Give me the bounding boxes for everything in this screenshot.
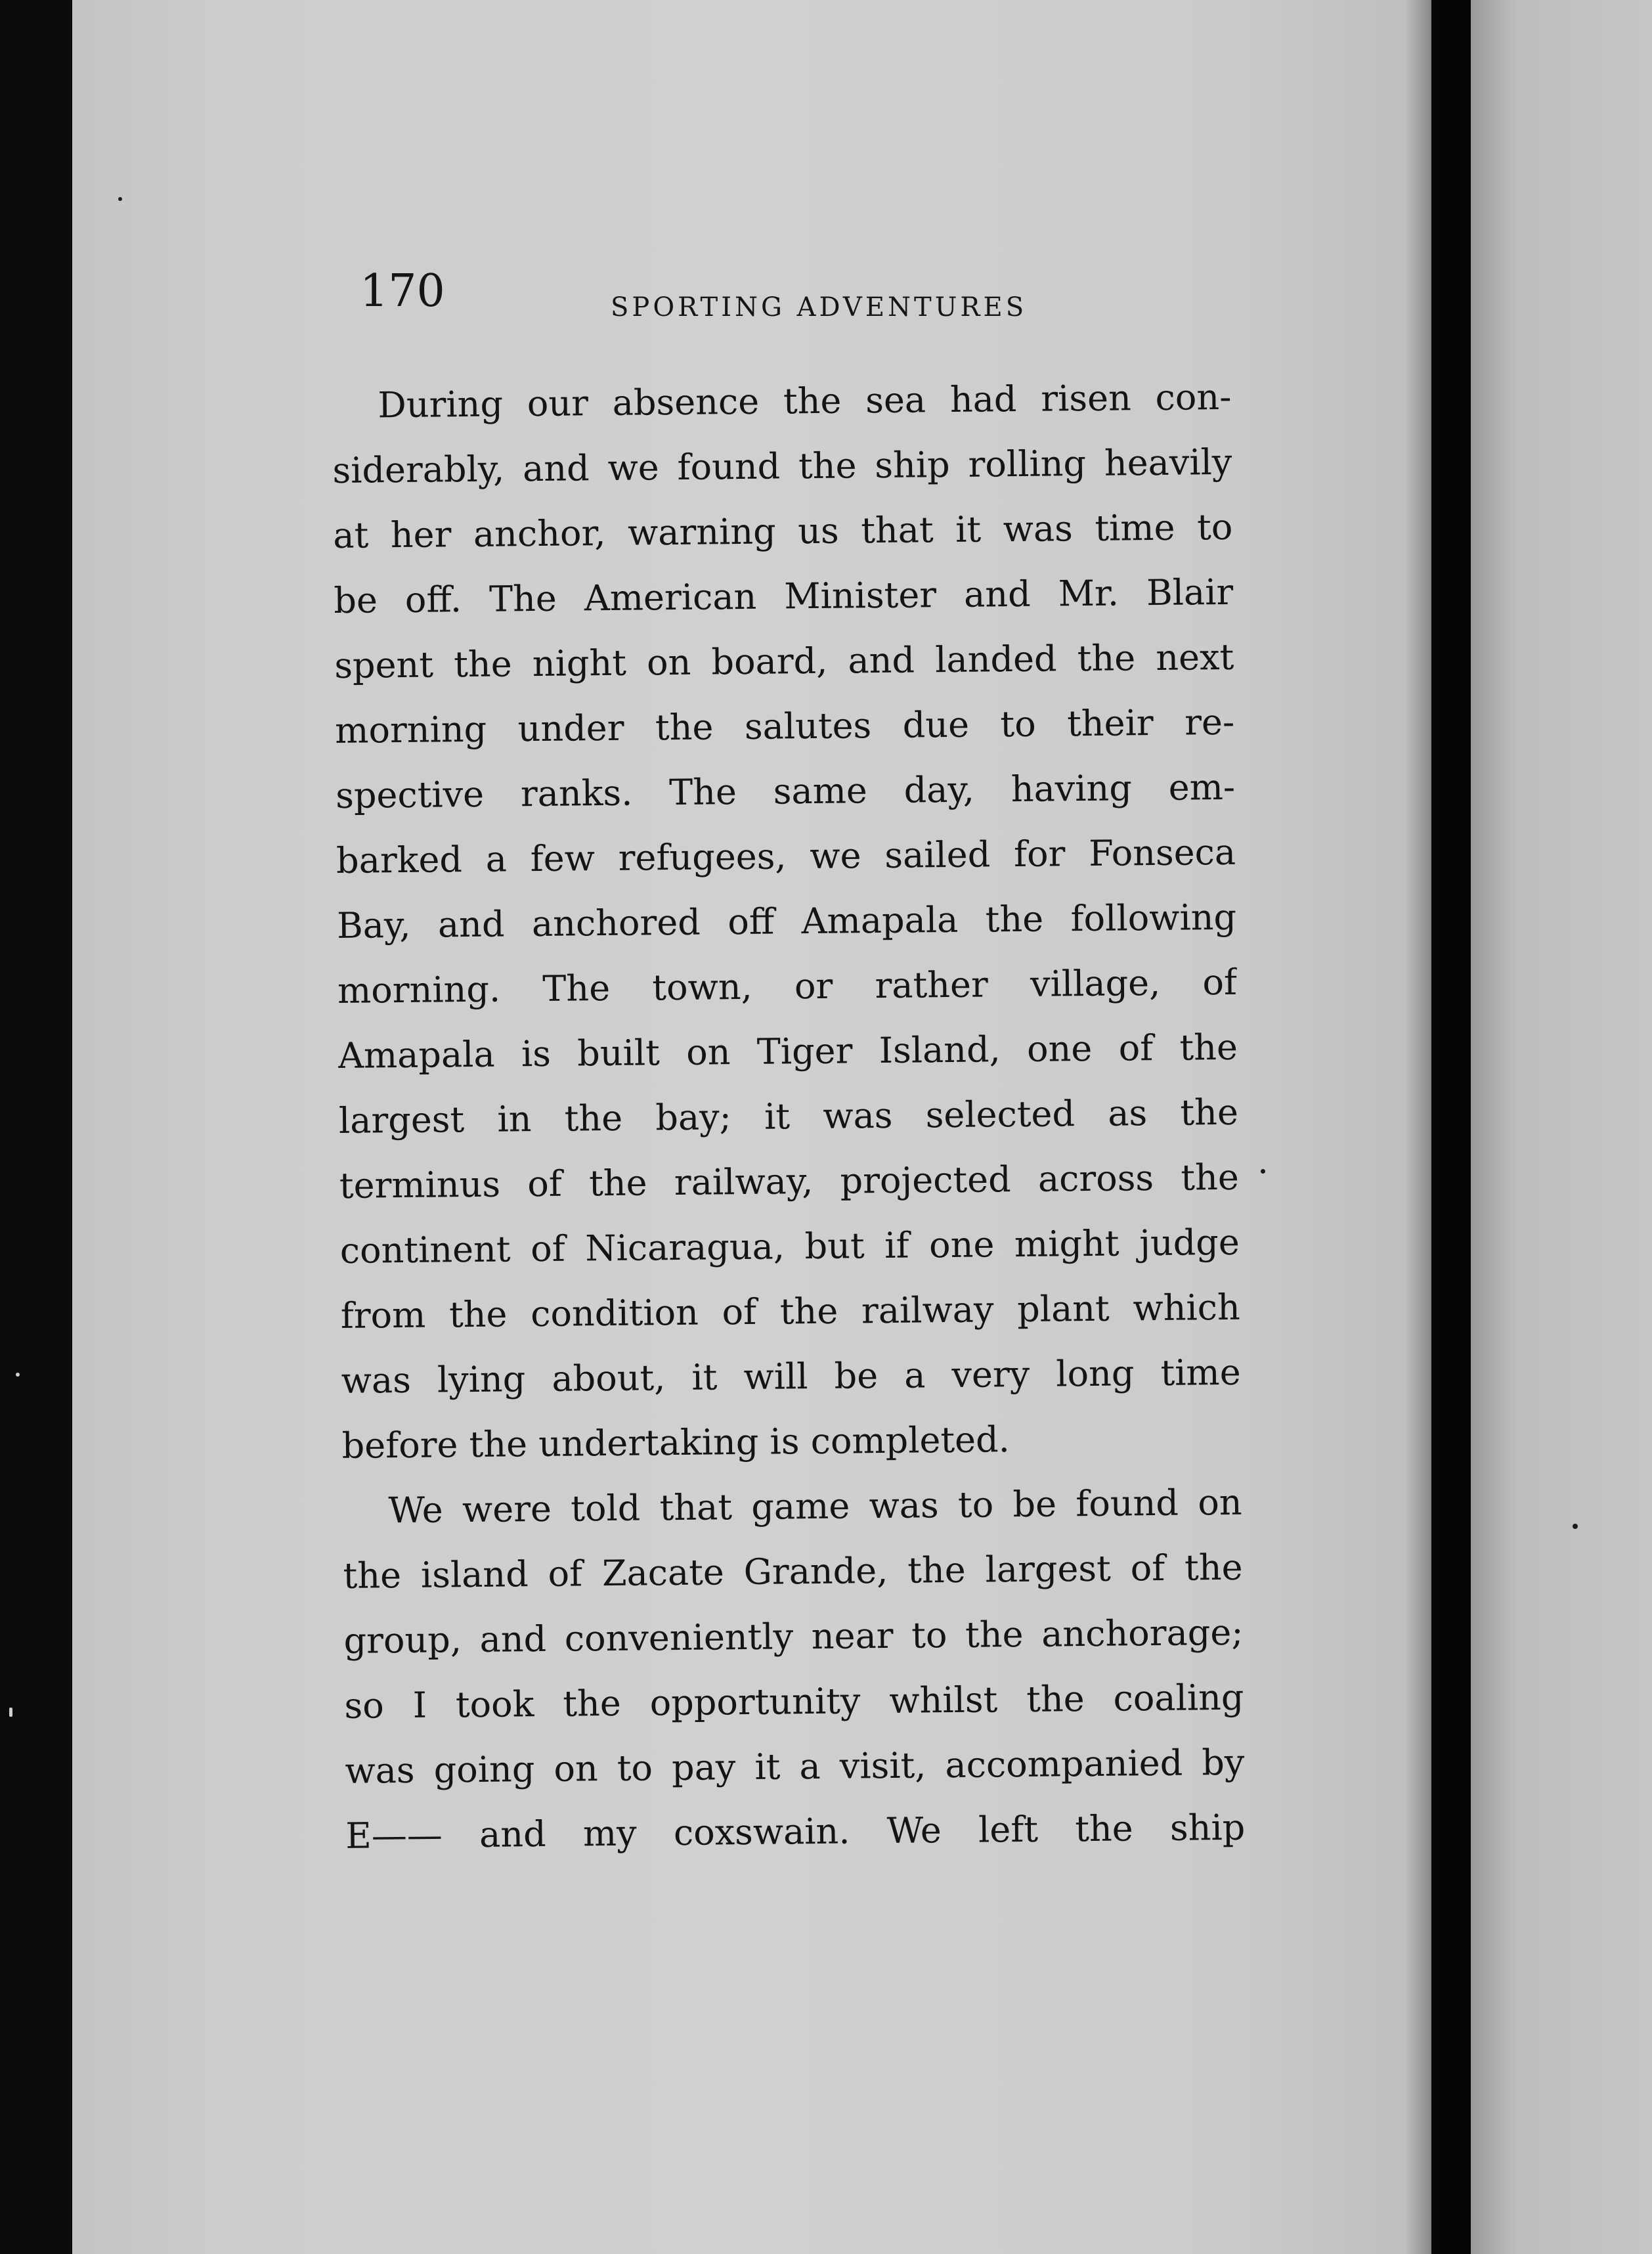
book-gutter — [1445, 0, 1471, 2254]
text-line: barked a few refugees, we sailed for Fonseca — [336, 831, 1236, 881]
text-line: siderably, and we found the ship rolling heavily — [332, 441, 1232, 491]
body-text — [332, 365, 1246, 1868]
page-fold-shadow — [1405, 0, 1445, 2254]
adjacent-page-edge — [1471, 0, 1652, 2254]
text-line: continent of Nicaragua, but if one might judge — [339, 1221, 1240, 1271]
running-head: SPORTING ADVENTURES — [611, 292, 1028, 322]
text-line: be off. The American Minister and Mr. Blair — [334, 571, 1234, 621]
text-line: largest in the bay; it was selected as the — [338, 1091, 1239, 1141]
text-line: Bay, and anchored off Amapala the following — [336, 896, 1237, 946]
scan-speck — [1573, 1524, 1578, 1529]
text-line: so I took the opportunity whilst the coaling — [344, 1676, 1244, 1727]
text-line: terminus of the railway, projected across the — [339, 1156, 1240, 1206]
scan-speck — [9, 1708, 12, 1717]
text-line: the island of Zacate Grande, the largest of the — [343, 1546, 1243, 1597]
text-line: was lying about, it will be a very long time — [341, 1351, 1241, 1402]
scan-speck — [118, 197, 122, 201]
text-line: E—— and my coxswain. We left the ship — [345, 1806, 1246, 1857]
scan-speck — [1261, 1169, 1265, 1174]
text-line: morning under the salutes due to their re- — [334, 701, 1235, 751]
text-line: at her anchor, warning us that it was time to — [333, 506, 1233, 556]
text-line: Amapala is built on Tiger Island, one of the — [337, 1026, 1238, 1076]
text-line: We were told that game was to be found on — [388, 1481, 1242, 1532]
text-line: group, and conveniently near to the anchorage; — [343, 1611, 1244, 1662]
text-line: During our absence the sea had risen con- — [378, 376, 1232, 426]
scan-speck — [16, 1373, 20, 1377]
text-line: spent the night on board, and landed the next — [334, 636, 1234, 686]
text-line: from the condition of the railway plant which — [340, 1286, 1241, 1337]
text-line: spective ranks. The same day, having em- — [335, 766, 1236, 816]
text-line: was going on to pay it a visit, accompanied by — [345, 1741, 1245, 1792]
page-number: 170 — [360, 265, 445, 317]
text-line: before the undertaking is completed. — [341, 1419, 1011, 1467]
text-line: morning. The town, or rather village, of — [337, 961, 1238, 1011]
